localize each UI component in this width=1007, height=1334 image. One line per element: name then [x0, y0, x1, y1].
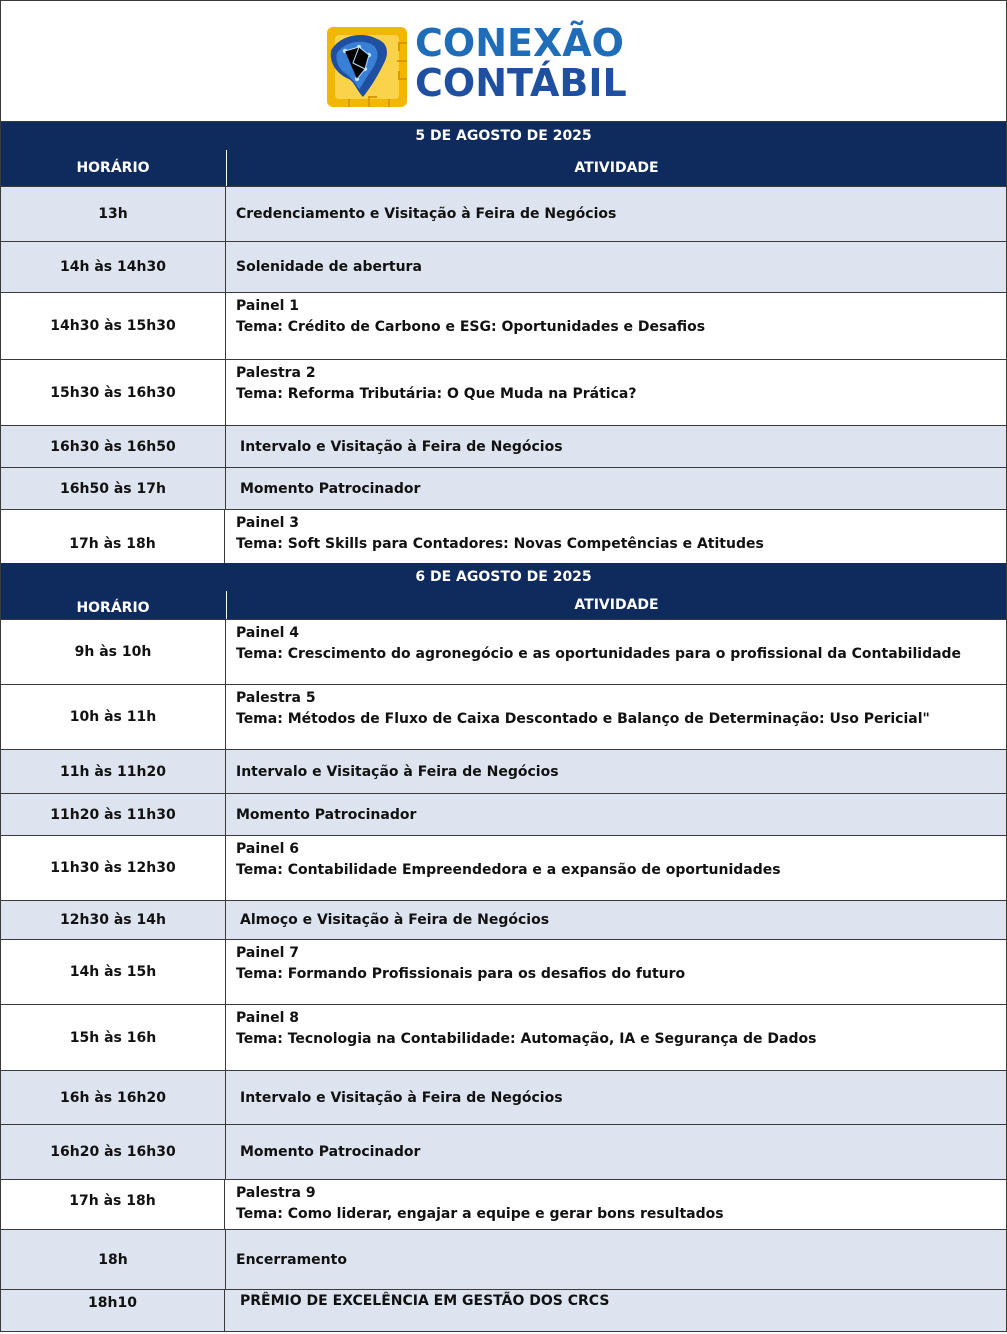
table-row	[1, 1004, 1006, 1070]
row-activity	[236, 685, 998, 752]
table-row	[1, 684, 1006, 749]
row-activity	[236, 293, 998, 362]
table-row	[1, 1124, 1006, 1179]
row-session-theme: Tema: Formando Profissionais para os desafios do futuro	[236, 966, 686, 982]
row-activity	[236, 1005, 998, 1073]
row-time: 11h às 11h20	[1, 750, 226, 793]
row-time: 13h	[1, 187, 226, 241]
row-session-title: Palestra 9	[236, 1185, 316, 1201]
row-time: 11h30 às 12h30	[1, 836, 226, 900]
row-session-title: Painel 1	[236, 298, 300, 314]
table-row	[1, 241, 1006, 292]
row-session-title: Palestra 5	[236, 690, 316, 706]
table-row	[1, 1070, 1006, 1124]
table-row	[1, 619, 1006, 684]
row-time: 16h30 às 16h50	[1, 426, 226, 467]
row-activity: PRÊMIO DE EXCELÊNCIA EM GESTÃO DOS CRCS	[240, 1293, 610, 1309]
row-session-title: Painel 7	[236, 945, 300, 961]
day2-column-header	[1, 591, 1006, 619]
row-activity	[236, 940, 998, 1007]
column-header-activity: ATIVIDADE	[226, 591, 1006, 619]
table-row	[1, 425, 1006, 467]
row-time: 18h	[1, 1230, 226, 1289]
conexao-contabil-logo	[319, 21, 649, 111]
row-activity	[236, 510, 998, 566]
row-session-theme: Tema: Soft Skills para Contadores: Novas Competências e Atitudes	[236, 536, 764, 552]
row-activity	[236, 836, 998, 903]
table-row	[1, 359, 1006, 425]
column-header-activity: ATIVIDADE	[226, 150, 1006, 186]
table-row	[1, 835, 1006, 900]
row-session-title: Painel 3	[236, 515, 300, 531]
row-session-theme: Tema: Crédito de Carbono e ESG: Oportunidades e Desafios	[236, 319, 706, 335]
table-row	[1, 1229, 1006, 1289]
row-time: 15h30 às 16h30	[1, 360, 226, 425]
row-time: 9h às 10h	[1, 620, 226, 684]
row-time: 11h20 às 11h30	[1, 794, 226, 835]
row-time: 15h às 16h	[1, 1005, 226, 1070]
row-time: 10h às 11h	[1, 685, 226, 749]
table-row	[1, 509, 1006, 563]
table-row	[1, 749, 1006, 793]
row-session-title: Palestra 2	[236, 365, 316, 381]
row-activity: Credenciamento e Visitação à Feira de Negócios	[236, 206, 617, 222]
row-activity: Momento Patrocinador	[240, 480, 421, 497]
row-session-theme: Tema: Contabilidade Empreendedora e a expansão de oportunidades	[236, 862, 781, 878]
row-session-theme: Tema: Tecnologia na Contabilidade: Automação, IA e Segurança de Dados	[236, 1031, 817, 1047]
row-session-theme: Tema: Como liderar, engajar a equipe e gerar bons resultados	[236, 1206, 724, 1222]
row-activity: Almoço e Visitação à Feira de Negócios	[240, 912, 550, 928]
row-session-theme: Tema: Métodos de Fluxo de Caixa Descontado e Balanço de Determinação: Uso Pericial"	[236, 711, 930, 727]
table-row	[1, 900, 1006, 939]
table-row	[1, 793, 1006, 835]
row-activity: Momento Patrocinador	[236, 806, 417, 823]
row-session-theme: Tema: Crescimento do agronegócio e as oportunidades para o profissional da Contabilidade	[236, 646, 962, 662]
row-time: 16h às 16h20	[1, 1071, 226, 1124]
row-time: 17h às 18h	[1, 1180, 225, 1229]
day1-date-band: 5 DE AGOSTO DE 2025	[1, 122, 1006, 150]
table-row	[1, 1179, 1006, 1229]
column-header-time: HORÁRIO	[76, 600, 150, 616]
brazil-map-chip-icon	[319, 21, 411, 111]
row-time: 12h30 às 14h	[1, 901, 226, 939]
logo-line-2: CONTÁBIL	[415, 61, 627, 105]
row-activity	[236, 620, 998, 687]
row-activity: Solenidade de abertura	[236, 259, 422, 275]
row-time: 14h30 às 15h30	[1, 293, 226, 359]
row-activity: Encerramento	[236, 1251, 347, 1268]
row-session-theme: Tema: Reforma Tributária: O Que Muda na Prática?	[236, 386, 637, 402]
row-time: 16h20 às 16h30	[1, 1125, 226, 1179]
row-activity: Intervalo e Visitação à Feira de Negócios	[236, 763, 559, 780]
table-row	[1, 467, 1006, 509]
document-header	[1, 1, 1006, 122]
logo-wordmark	[415, 23, 627, 103]
row-session-title: Painel 8	[236, 1010, 300, 1026]
row-time: 18h10	[1, 1290, 225, 1331]
row-time: 17h às 18h	[1, 510, 225, 563]
row-time: 14h às 15h	[1, 940, 226, 1004]
row-activity	[236, 360, 998, 428]
table-row	[1, 1289, 1006, 1331]
row-time: 14h às 14h30	[1, 242, 226, 292]
table-row	[1, 939, 1006, 1004]
row-activity: Intervalo e Visitação à Feira de Negócios	[240, 438, 563, 455]
row-session-title: Painel 4	[236, 625, 300, 641]
day2-date-band: 6 DE AGOSTO DE 2025	[1, 563, 1006, 591]
row-activity: Intervalo e Visitação à Feira de Negócios	[240, 1089, 563, 1106]
row-time: 16h50 às 17h	[1, 468, 226, 509]
row-activity: Momento Patrocinador	[240, 1144, 421, 1160]
row-session-title: Painel 6	[236, 841, 300, 857]
table-row	[1, 186, 1006, 241]
logo-line-1: CONEXÃO	[415, 21, 624, 65]
column-header-time: HORÁRIO	[76, 160, 150, 176]
day1-column-header	[1, 150, 1006, 186]
row-activity	[236, 1180, 998, 1232]
table-row	[1, 292, 1006, 359]
